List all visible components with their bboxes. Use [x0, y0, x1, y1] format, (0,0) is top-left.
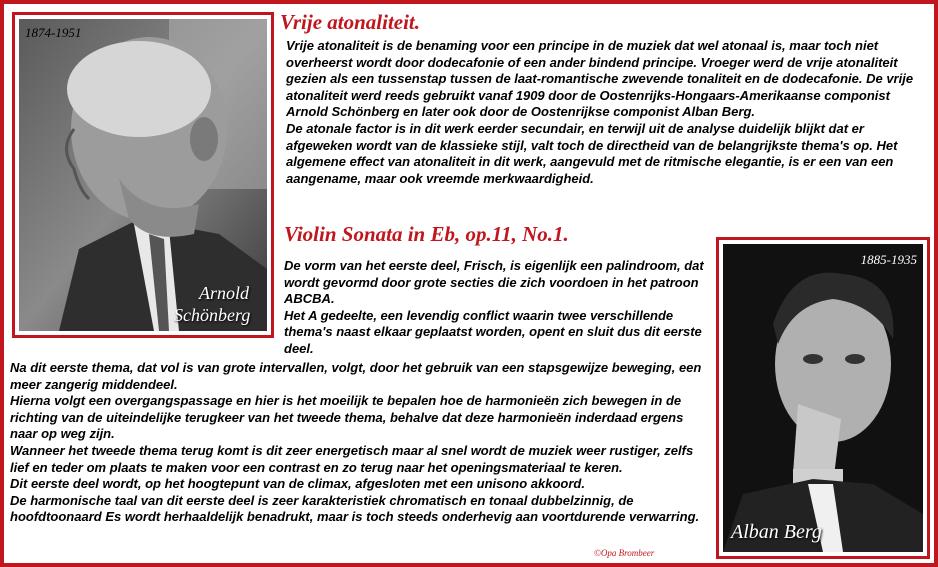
berg-name: Alban Berg [731, 521, 822, 543]
section2-paragraph: Het A gedeelte, een levendig conflict waarin twee verschillende thema's naast elkaar geplaatst worden, opent en sluit dus dit eerste deel. [284, 307, 702, 356]
section-heading-violin-sonata: Violin Sonata in Eb, op.11, No.1. [284, 222, 569, 246]
berg-portrait [723, 244, 923, 552]
section1-paragraph: Vrije atonaliteit is de benaming voor een principe in de muziek dat wel atonaal is, maar toch niet overheerst wordt door dodecafonie of een ander bindend principe. Vroeger werd de vrije atonaliteit gezien als een tussenstap tussen de laat-romantische zwevende tonaliteit en de dodecafonie. De vrije atonaliteit werd reeds gebruikt vanaf 1909 door de Oostenrijks-Hongaars-Amerikaanse componist Arnold Schönberg en later ook door de Oostenrijkse componist Alban Berg. [286, 38, 914, 120]
section2-paragraph: Na dit eerste thema, dat vol is van grote intervallen, volgt, door het gebruik van een stapsgewijze beweging, een meer zangerig middendeel. [10, 360, 702, 392]
section2-paragraph: De harmonische taal van dit eerste deel is zeer karakteristiek chromatisch en tonaal dubbelzinnig, de hoofdtoonaard Es wordt herhaaldelijk benadrukt, maar is toch steeds onderhevig aan voortdurende verwarring. [10, 492, 700, 525]
credit: ©Opa Brombeer [594, 548, 655, 558]
section2-paragraph: Hierna volgt een overgangspassage en hier is het moeilijk te bepalen hoe de harmonieën zich bewegen in de richting van de uiteindelijke terugkeer van het tweede thema, behalve dat deze harmonieën inderdaad ergens naar op weg zijn. [10, 393, 684, 442]
berg-photo [716, 237, 930, 559]
section1-paragraph: De atonale factor is in dit werk eerder secundair, en terwijl uit de analyse duidelijk blijkt dat er afgeweken wordt van de klassieke stijl, valt toch de directheid van de belangrijkste thema's op. Het algemene effect van atonaliteit in dit werk, aangevuld met de ritmische elegantie, is er een van een aangename, maar ook vreemde merkwaardigheid. [286, 120, 898, 186]
section-heading-vrije-atonaliteit: Vrije atonaliteit. [280, 10, 421, 34]
section2-text-wide [10, 360, 712, 526]
schoenberg-photo [12, 12, 274, 338]
section2-paragraph: De vorm van het eerste deel, Frisch, is eigenlijk een palindroom, dat wordt gevormd door grote secties die zich voordoen in het patroon ABCBA. [284, 258, 704, 307]
section1-text [286, 38, 928, 187]
section2-paragraph: Wanneer het tweede thema terug komt is dit zeer energetisch maar al snel wordt de muziek weer rustiger, zelfs lief en teder om plaats te maken voor een contrast en zo terug naar het openingsmateriaal te keren. [10, 442, 694, 475]
berg-years: 1885-1935 [860, 252, 917, 267]
section2-text-narrow [284, 258, 710, 358]
schoenberg-name-line1: Arnold [199, 283, 250, 303]
section2-paragraph: Dit eerste deel wordt, op het hoogtepunt van de climax, afgesloten met een unisono akkoord. [10, 476, 585, 492]
schoenberg-name-line2: Schönberg [174, 305, 251, 325]
schoenberg-years: 1874-1951 [25, 25, 82, 40]
